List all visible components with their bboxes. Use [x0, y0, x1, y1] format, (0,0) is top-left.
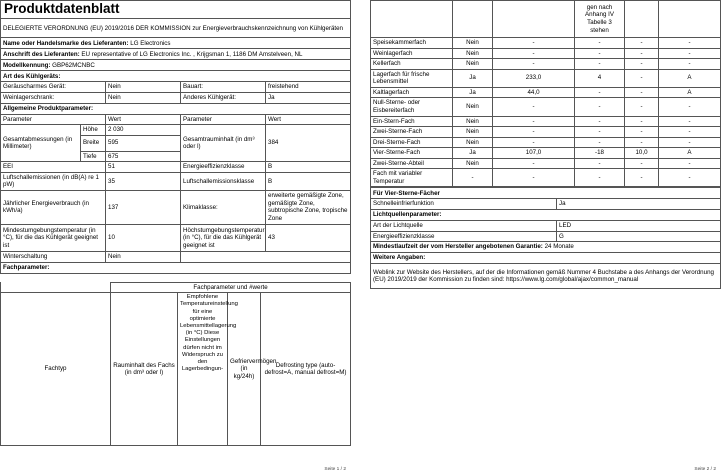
- winter-value: Nein: [106, 251, 181, 262]
- compartment-present: Ja: [453, 87, 493, 98]
- compartment-name: Zwei-Sterne-Abteil: [371, 158, 453, 169]
- compartment-temperature: -: [575, 38, 625, 49]
- compartment-present: Nein: [453, 98, 493, 116]
- compartment-temperature: -: [575, 116, 625, 127]
- compartment-row: [371, 116, 721, 127]
- continued-cell: [453, 1, 493, 38]
- compartment-row: [371, 158, 721, 169]
- compartment-temperature: 4: [575, 69, 625, 87]
- noise-class-label: Luftschallemissionsklasse: [181, 172, 266, 190]
- annual-energy-value: 137: [106, 190, 181, 224]
- compartment-temperature: -: [575, 48, 625, 59]
- width-value: 595: [106, 135, 181, 151]
- compartment-defrost: -: [659, 48, 721, 59]
- compartment-freezing: -: [625, 116, 659, 127]
- continued-cell: [493, 1, 575, 38]
- guarantee-label: Mindestlaufzeit der vom Hersteller angebotenen Garantie:: [373, 243, 543, 251]
- compartment-name: Kaltlagerfach: [371, 87, 453, 98]
- compartment-volume: -: [493, 137, 575, 148]
- col-defrost-type: Defrosting type (auto-defrost=A, manual defrost=M): [261, 293, 351, 446]
- compartment-freezing: -: [625, 137, 659, 148]
- continued-cell: [659, 1, 721, 38]
- value-header: Wert: [106, 114, 181, 125]
- compartment-volume: -: [493, 116, 575, 127]
- design-label: Bauart:: [181, 82, 266, 93]
- compartment-defrost: -: [659, 116, 721, 127]
- compartment-defrost: A: [659, 87, 721, 98]
- compartment-volume: -: [493, 158, 575, 169]
- value-header-2: Wert: [266, 114, 351, 125]
- fast-freeze-value: Ja: [557, 199, 721, 210]
- four-star-heading: Für Vier-Sterne-Fächer: [371, 188, 721, 199]
- light-heading: Lichtquellenparameter:: [371, 210, 721, 221]
- height-value: 2 030: [106, 125, 181, 136]
- compartment-present: Ja: [453, 69, 493, 87]
- compartment-defrost: A: [659, 69, 721, 87]
- climate-label: Klimaklasse:: [181, 190, 266, 224]
- compartment-row: [371, 59, 721, 70]
- compartment-volume: -: [493, 127, 575, 138]
- compartment-present: Nein: [453, 59, 493, 70]
- noise-class-value: B: [266, 172, 351, 190]
- general-params-heading: Allgemeine Produktparameter:: [1, 103, 351, 114]
- low-noise-label: Geräuscharmes Gerät:: [1, 82, 106, 93]
- compartment-freezing: -: [625, 98, 659, 116]
- guarantee-value: 24 Monate: [544, 243, 574, 251]
- compartment-row: [371, 69, 721, 87]
- supplier-name: LG Electronics: [130, 39, 171, 47]
- annual-energy-label: Jährlicher Energieverbrauch (in kWh/a): [1, 190, 106, 224]
- compartment-freezing: -: [625, 48, 659, 59]
- compartment-temperature: -: [575, 87, 625, 98]
- model-row: [1, 60, 351, 71]
- col-temperature: Empfohlene Temperatureinstellung für eine optimierte Lebensmittellagerung (in °C) Diese Einstellungen dürfen nicht im Widerspruch zu den Lagerbedingun-: [178, 293, 228, 446]
- col-freezing-capacity: Gefriervermögen (in kg/24h): [228, 293, 261, 446]
- compartment-defrost: -: [659, 38, 721, 49]
- continued-cell: [371, 1, 453, 38]
- more-info-text: Weblink zur Website des Herstellers, auf der die Informationen gemäß Nummer 4 Buchstabe a des Anhangs der Verordnung (EU) 2019/2019 der Kommission zu finden sind:: [373, 268, 714, 284]
- param-header: Parameter: [1, 114, 106, 125]
- width-label: Breite: [81, 135, 106, 151]
- compartment-row: [371, 48, 721, 59]
- max-temp-value: 43: [266, 224, 351, 251]
- depth-value: 675: [106, 151, 181, 162]
- compartment-volume: 233,0: [493, 69, 575, 87]
- energy-class-value: B: [266, 162, 351, 173]
- more-info-row: [371, 264, 721, 289]
- min-temp-value: 10: [106, 224, 181, 251]
- low-noise-value: Nein: [106, 82, 181, 93]
- compartment-row: [371, 98, 721, 116]
- supplier-name-label: Name oder Handelsmarke des Lieferanten:: [3, 39, 129, 47]
- compartment-present: -: [453, 169, 493, 187]
- compartment-defrost: -: [659, 169, 721, 187]
- page-2: [370, 0, 720, 473]
- more-info-heading: Weitere Angaben:: [371, 253, 721, 264]
- compartment-freezing: -: [625, 87, 659, 98]
- compartment-name: Speisekammerfach: [371, 38, 453, 49]
- manufacturer-link[interactable]: https://www.lg.com/global/ajax/common_manual: [506, 276, 639, 284]
- compartment-temperature: -: [575, 169, 625, 187]
- compartment-volume: 107,0: [493, 148, 575, 159]
- compartment-temperature: -: [575, 98, 625, 116]
- compartment-name: Drei-Sterne-Fach: [371, 137, 453, 148]
- max-temp-label: Höchstumgebungstemperatur (in °C), für die das Kühlgerät geeignet ist: [181, 224, 266, 251]
- compartment-name: Vier-Sterne-Fach: [371, 148, 453, 159]
- supplier-name-row: [1, 38, 351, 49]
- compartment-freezing: -: [625, 169, 659, 187]
- compartment-name: Fach mit variabler Temperatur: [371, 169, 453, 187]
- supplier-address-row: [1, 49, 351, 60]
- compartment-name: Ein-Stern-Fach: [371, 116, 453, 127]
- spacer-cell: [1, 282, 111, 293]
- param-header-2: Parameter: [181, 114, 266, 125]
- compartment-temperature: -: [575, 59, 625, 70]
- compartment-freezing: -: [625, 38, 659, 49]
- compartment-temperature: -: [575, 158, 625, 169]
- compartment-present: Nein: [453, 158, 493, 169]
- compartment-defrost: -: [659, 127, 721, 138]
- height-label: Höhe: [81, 125, 106, 136]
- compartment-present: Ja: [453, 148, 493, 159]
- compartment-name: Kellerfach: [371, 59, 453, 70]
- compartment-params-heading: Fachparameter:: [1, 262, 351, 273]
- wine-value: Nein: [106, 93, 181, 104]
- model-label: Modellkennung:: [3, 61, 51, 69]
- page-title: Produktdatenblatt: [1, 1, 351, 19]
- compartment-present: Nein: [453, 48, 493, 59]
- compartment-name: Zwei-Sterne-Fach: [371, 127, 453, 138]
- compartment-row: [371, 169, 721, 187]
- compartment-defrost: -: [659, 158, 721, 169]
- eei-label: EEI: [1, 162, 106, 173]
- compartment-table: [370, 0, 721, 187]
- compartment-row: [371, 87, 721, 98]
- compartment-temperature: -: [575, 127, 625, 138]
- fast-freeze-label: Schnelleinfrierfunktion: [371, 199, 557, 210]
- compartment-freezing: -: [625, 158, 659, 169]
- compartment-volume: -: [493, 169, 575, 187]
- compartment-rows: [371, 38, 721, 187]
- blank-cell: [181, 251, 351, 262]
- compartment-name: Lagerfach für frische Lebensmittel: [371, 69, 453, 87]
- compartment-name: Weinlagerfach: [371, 48, 453, 59]
- compartment-freezing: -: [625, 69, 659, 87]
- compartment-freezing: -: [625, 127, 659, 138]
- temp-header-fragment: gen nach Anhang IV Tabelle 3 stehen: [575, 1, 625, 38]
- compartment-volume: -: [493, 59, 575, 70]
- compartment-volume: 44,0: [493, 87, 575, 98]
- compartment-name: Null-Sterne- oder Eisbereiterfach: [371, 98, 453, 116]
- climate-value: erweiterte gemäßigte Zone, gemäßigte Zone, subtropische Zone, tropische Zone: [266, 190, 351, 224]
- compartment-defrost: A: [659, 148, 721, 159]
- model-id: GBP62MCNBC: [52, 61, 95, 69]
- compartment-freezing: 10,0: [625, 148, 659, 159]
- energy-class-label: Energieeffizienzklasse: [181, 162, 266, 173]
- supplier-address-label: Anschrift des Lieferanten:: [3, 50, 80, 58]
- appliance-type-heading: Art des Kühlgeräts:: [1, 71, 351, 82]
- noise-label: Luftschallemissionen (in dB(A) re 1 pW): [1, 172, 106, 190]
- compartment-volume: -: [493, 48, 575, 59]
- compartment-volume: -: [493, 98, 575, 116]
- light-type-label: Art der Lichtquelle: [371, 221, 557, 232]
- volume-value: 384: [266, 125, 351, 162]
- compartment-defrost: -: [659, 59, 721, 70]
- compartment-group-header: Fachparameter und #werte: [111, 282, 351, 293]
- compartment-present: Nein: [453, 127, 493, 138]
- extra-info-table: [370, 187, 721, 289]
- compartment-present: Nein: [453, 38, 493, 49]
- noise-value: 35: [106, 172, 181, 190]
- guarantee-row: [371, 242, 721, 253]
- light-class-label: Energieeffizienzklasse: [371, 231, 557, 242]
- page-number-2: Seite 2 / 2: [694, 467, 716, 472]
- compartment-row: [371, 148, 721, 159]
- compartment-temperature: -: [575, 137, 625, 148]
- compartment-row: [371, 38, 721, 49]
- col-compartment-type: Fachtyp: [1, 293, 111, 446]
- compartment-defrost: -: [659, 137, 721, 148]
- compartment-defrost: -: [659, 98, 721, 116]
- depth-label: Tiefe: [81, 151, 106, 162]
- compartment-row: [371, 137, 721, 148]
- light-class-value: G: [557, 231, 721, 242]
- wine-label: Weinlagerschrank:: [1, 93, 106, 104]
- dimensions-label: Gesamtabmessungen (in Millimeter): [1, 125, 81, 162]
- compartment-header-table: [0, 282, 351, 447]
- design-value: freistehend: [266, 82, 351, 93]
- compartment-volume: -: [493, 38, 575, 49]
- volume-label: Gesamtrauminhalt (in dm³ oder l): [181, 125, 266, 162]
- supplier-address: EU representative of LG Electronics Inc. , Krijgsman 1, 1186 DM Amstelveen, NL: [81, 50, 303, 58]
- page-number-1: Seite 1 / 2: [324, 467, 346, 472]
- page-1: [0, 0, 350, 473]
- continued-cell: [625, 1, 659, 38]
- col-volume: Rauminhalt des Fachs (in dm³ oder l): [111, 293, 178, 446]
- compartment-present: Nein: [453, 116, 493, 127]
- compartment-temperature: -18: [575, 148, 625, 159]
- datasheet-table: [0, 0, 351, 274]
- winter-label: Winterschaltung: [1, 251, 106, 262]
- other-label: Anderes Kühlgerät:: [181, 93, 266, 104]
- other-value: Ja: [266, 93, 351, 104]
- compartment-row: [371, 127, 721, 138]
- regulation-text: DELEGIERTE VERORDNUNG (EU) 2019/2016 DER KOMMISSION zur Energieverbrauchskennzeichnung von Kühlgeräten: [1, 19, 351, 38]
- eei-value: 51: [106, 162, 181, 173]
- compartment-present: Nein: [453, 137, 493, 148]
- min-temp-label: Mindestumgebungstemperatur (in °C), für die das Kühlgerät geeignet ist: [1, 224, 106, 251]
- light-type-value: LED: [557, 221, 721, 232]
- compartment-freezing: -: [625, 59, 659, 70]
